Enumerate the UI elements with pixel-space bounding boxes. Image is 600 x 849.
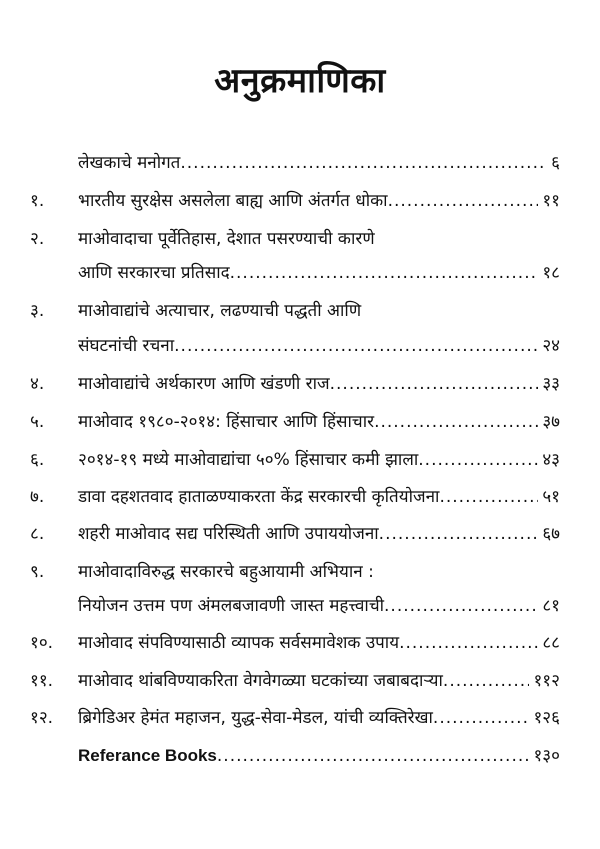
entry-number: ८. [30, 524, 45, 544]
leader-dots [399, 633, 538, 653]
entry-number: ११. [30, 671, 54, 691]
toc-line [78, 260, 560, 283]
entry-title: माओवाद संपविण्यासाठी व्यापक सर्वसमावेशक उपाय [78, 633, 400, 653]
entry-title-line1: माओवादाचा पूर्वेतिहास, देशात पसरण्याची कारणे [78, 229, 375, 249]
toc-line-first [78, 298, 560, 321]
entry-number: १२. [30, 708, 54, 728]
entry-page: ८१ [542, 596, 560, 616]
leader-dots [439, 487, 538, 507]
entry-title: ब्रिगेडिअर हेमंत महाजन, युद्ध-सेवा-मेडल, यांची व्यक्तिरेखा [78, 708, 433, 728]
entry-title: आणि सरकारचा प्रतिसाद [78, 263, 230, 283]
page-title: अनुक्रमाणिका [214, 61, 386, 101]
leader-dots [443, 671, 530, 691]
entry-page: ८८ [542, 633, 560, 653]
toc-entry[interactable] [0, 409, 600, 439]
entry-page: ४३ [542, 450, 560, 470]
entry-title: माओवाद्यांचे अर्थकारण आणि खंडणी राज [78, 374, 330, 394]
toc-line [78, 630, 560, 653]
leader-dots [374, 412, 538, 432]
entry-number: १०. [30, 633, 54, 653]
entry-number: ४. [30, 374, 45, 394]
toc-line [78, 333, 560, 356]
toc-entry[interactable] [0, 743, 600, 773]
toc-line [78, 668, 560, 691]
entry-number: ९. [30, 562, 45, 582]
toc-entry-continued[interactable] [0, 593, 600, 623]
entry-page: १३० [533, 746, 560, 766]
leader-dots [384, 596, 538, 616]
leader-dots [330, 374, 539, 394]
entry-page: ११२ [533, 671, 560, 691]
entry-page: ५१ [542, 487, 560, 507]
entry-number: ६. [30, 450, 45, 470]
entry-title: माओवाद १९८०-२०१४: हिंसाचार आणि हिंसाचार [78, 412, 375, 432]
leader-dots [379, 524, 539, 544]
entry-number: २. [30, 229, 45, 249]
toc-entry-continued[interactable] [0, 260, 600, 290]
entry-title-line1: माओवादाविरुद्ध सरकारचे बहुआयामी अभियान : [78, 562, 374, 582]
leader-dots [230, 263, 539, 283]
toc-entry-continued[interactable] [0, 333, 600, 363]
leader-dots [174, 336, 538, 356]
toc-line [78, 188, 560, 211]
entry-title: माओवाद थांबविण्याकरिता वेगवेगळ्या घटकांच्या जबाबदाऱ्या [78, 671, 443, 691]
toc-line [78, 150, 560, 173]
entry-page: १८ [542, 263, 560, 283]
leader-dots [418, 450, 538, 470]
toc-line [78, 593, 560, 616]
entry-page: ६ [551, 153, 560, 173]
entry-title-line1: माओवाद्यांचे अत्याचार, लढण्याची पद्धती आणि [78, 301, 362, 321]
entry-page: ६७ [542, 524, 560, 544]
entry-number: १. [30, 191, 45, 211]
toc-line [78, 521, 560, 544]
entry-page: ३७ [542, 412, 560, 432]
toc-entry[interactable] [0, 188, 600, 218]
toc-line-first [78, 226, 560, 249]
leader-dots [180, 153, 547, 173]
toc-entry[interactable] [0, 705, 600, 735]
leader-dots [217, 746, 530, 766]
toc-entry[interactable] [0, 559, 600, 589]
entry-page: २४ [542, 336, 560, 356]
entry-title: संघटनांची रचना [78, 336, 175, 356]
entry-page: ३३ [542, 374, 560, 394]
leader-dots [388, 191, 539, 211]
entry-number: ७. [30, 487, 45, 507]
entry-number: ५. [30, 412, 45, 432]
toc-entry[interactable] [0, 668, 600, 698]
leader-dots [433, 708, 530, 728]
toc-line [78, 409, 560, 432]
toc-line [78, 447, 560, 470]
toc-entry[interactable] [0, 150, 600, 180]
toc-line-first [78, 559, 560, 582]
entry-title: शहरी माओवाद सद्य परिस्थिती आणि उपाययोजना [78, 524, 379, 544]
entry-page: ११ [542, 191, 560, 211]
entry-title: भारतीय सुरक्षेस असलेला बाह्य आणि अंतर्गत धोका [78, 191, 388, 211]
toc-entry[interactable] [0, 484, 600, 514]
entry-page: १२६ [533, 708, 560, 728]
toc-entry[interactable] [0, 298, 600, 328]
toc-line [78, 484, 560, 507]
toc-line [78, 743, 560, 766]
toc-entry[interactable] [0, 630, 600, 660]
toc-line [78, 705, 560, 728]
toc-entry[interactable] [0, 226, 600, 256]
toc-line [78, 371, 560, 394]
toc-entry[interactable] [0, 521, 600, 551]
entry-title: Referance Books [78, 746, 217, 765]
entry-title: २०१४-१९ मध्ये माओवाद्यांचा ५०% हिंसाचार कमी झाला [78, 450, 419, 470]
entry-title: लेखकाचे मनोगत [78, 153, 181, 173]
entry-number: ३. [30, 301, 45, 321]
entry-title: नियोजन उत्तम पण अंमलबजावणी जास्त महत्त्वाची [78, 596, 385, 616]
toc-entry[interactable] [0, 447, 600, 477]
toc-entry[interactable] [0, 371, 600, 401]
entry-title: डावा दहशतवाद हाताळण्याकरता केंद्र सरकारची कृतियोजना [78, 487, 440, 507]
